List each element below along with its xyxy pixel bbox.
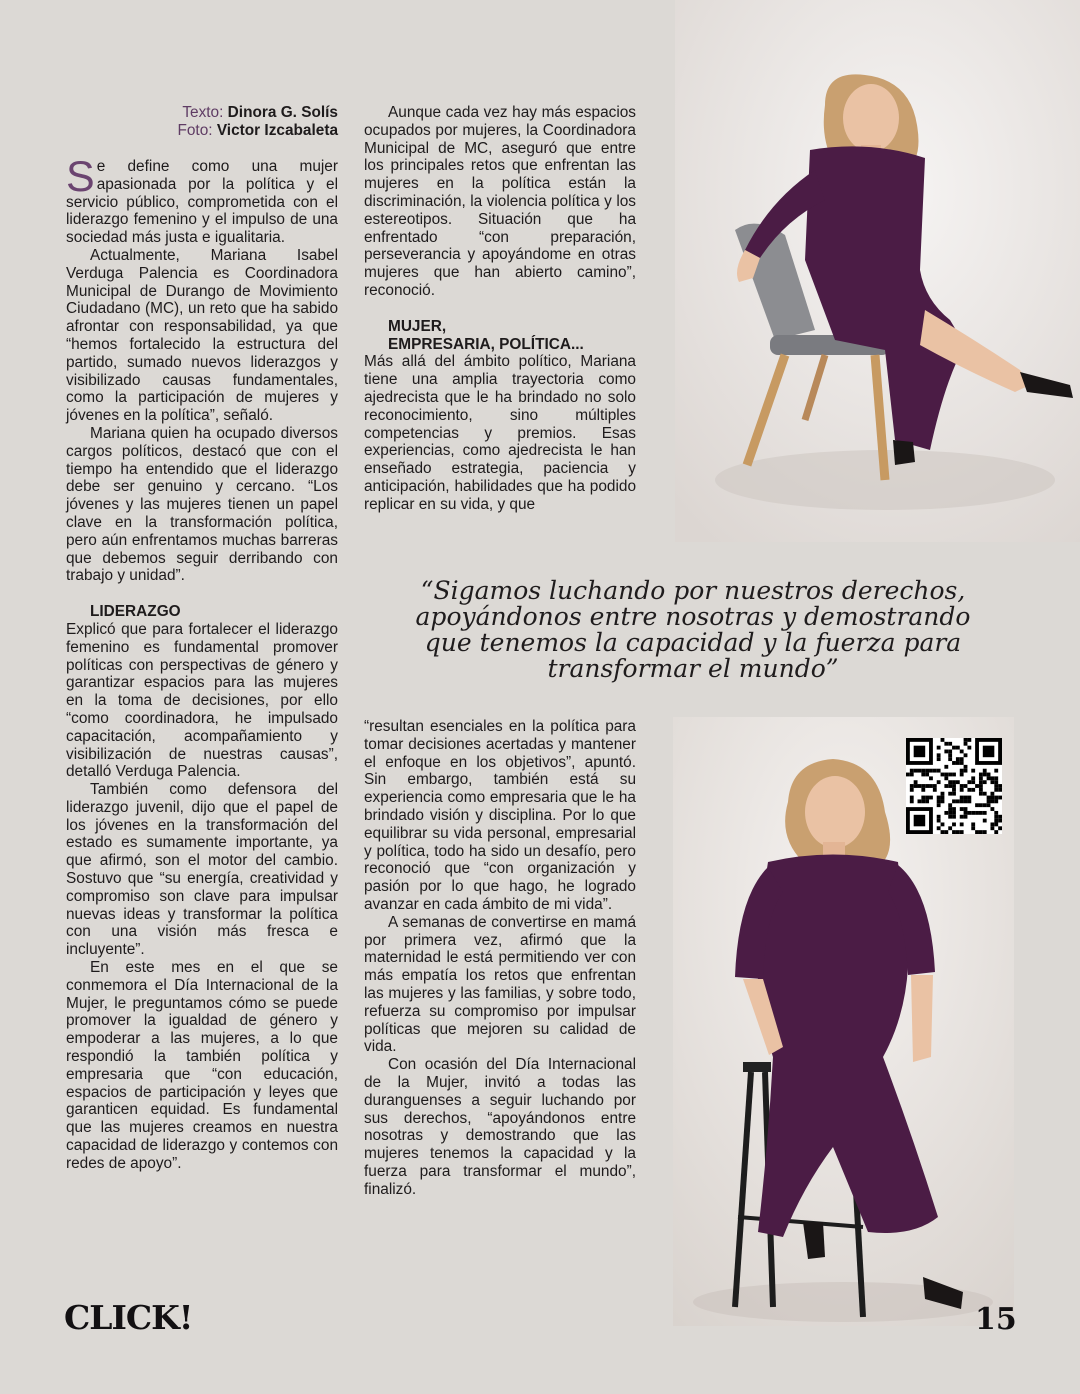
paragraph: También como defensora del liderazgo juvenil, dijo que el papel de los jóvenes en la transformación del estado es sumamente importante, ya que afirmó, son el motor del cambio. Sostuvo que “su energía, creatividad y compromiso son clave para impulsar nuevas ideas y transformar la política con una visión más fresca e incluyente”. xyxy=(66,781,338,959)
pull-quote: “Sigamos luchando por nuestros derechos, apoyándonos entre nosotras y demostrando que tenemos la capacidad y la fuerza para transformar el mundo” xyxy=(415,576,971,683)
paragraph: A semanas de convertirse en mamá por primera vez, afirmó que la maternidad le está permitiendo ver con más empatía los retos que enfrentan las mujeres y las familias, y sobre todo, refuerza su compromiso por impulsar políticas que mejoren su calidad de vida. xyxy=(364,913,636,1056)
paragraph: Aunque cada vez hay más espacios ocupados por mujeres, la Coordinadora Municipal de MC, aseguró que entre los principales retos que enfrentan las mujeres en la política están la discriminación, la violencia política y los estereotipos. Situación que ha enfrentado “con preparación, perseverancia y apoyándome en otras mujeres que han abierto camino”, reconoció. xyxy=(364,104,636,299)
article-column-2-top xyxy=(364,104,636,514)
woman-on-chair-illustration xyxy=(675,0,1080,542)
drop-cap: S xyxy=(66,153,95,201)
paragraph xyxy=(66,153,338,247)
paragraph: Actualmente, Mariana Isabel Verduga Palencia es Coordinadora Municipal de Durango de Movimiento Ciudadano (MC), un reto que ha sabido afrontar con responsabilidad, ya que “hemos fortalecido la estructura del partido, sumado nuevos liderazgos y visibilizado causas fundamentales, como la participación de mujeres y jóvenes en la política”, señaló. xyxy=(66,246,338,425)
magazine-logo: CLICK! xyxy=(64,1298,193,1337)
paragraph-text: e define como una mujer apasionada por la política y el servicio público, comprometida con el liderazgo femenino y el impulso de una sociedad más justa e igualitaria. xyxy=(66,158,338,247)
section-heading: LIDERAZGO xyxy=(90,603,181,621)
paragraph: Mariana quien ha ocupado diversos cargos políticos, destacó que con el tiempo ha entendido que el liderazgo debe ser genuino y cercano. “Los jóvenes y las mujeres tienen un papel clave en la transformación política, pero aún enfrentamos muchas barreras que debemos seguir derribando con trabajo y unidad”. xyxy=(66,424,338,585)
paragraph: En este mes en el que se conmemora el Día Internacional de la Mujer, le preguntamos cómo se puede promover la igualdad de género y empoderar a las mujeres, a lo que respondió la también política y empresaria que “con educación, espacios de participación y leyes que garanticen equidad. Es fundamental que las mujeres creamos en nuestra capacidad de liderazgo y contemos con redes de apoyo”. xyxy=(66,959,338,1172)
text-credit-author: Dinora G. Solís xyxy=(227,104,338,121)
article-column-2-bottom xyxy=(364,718,636,1199)
section-heading-line-2: EMPRESARIA, POLÍTICA... xyxy=(388,335,584,353)
page-number: 15 xyxy=(975,1302,1017,1337)
paragraph: Más allá del ámbito político, Mariana tiene una amplia trayectoria como ajedrecista que le ha brindado no solo reconocimiento, sino múltiples competencias y premios. Esas experiencias, como ajedrecista le han enseñado estrategia, paciencia y anticipación, habilidades que ha podido replicar en su vida, y que xyxy=(364,353,636,513)
photo-credit-label: Foto: xyxy=(177,122,213,139)
paragraph: “resultan esenciales en la política para tomar decisiones acertadas y mantener el enfoque en los objetivos”, apuntó. Sin embargo, también está su experiencia como empresaria que le ha brindado visión y disciplina. Por lo que equilibrar su vida personal, empresarial y política, todo ha sido un desafío, pero reconoció que “con organización y pasión por lo que hago, he logrado avanzar en cada ámbito de mi vida”. xyxy=(364,718,636,913)
portrait-photo-chair xyxy=(675,0,1080,542)
paragraph: Con ocasión del Día Internacional de la Mujer, invitó a todas las duranguenses a seguir luchando por sus derechos, “apoyándonos entre nosotras y demostrando que las mujeres tenemos la capacidad y la fuerza para transformar el mundo”, finalizó. xyxy=(364,1056,636,1198)
photo-credit xyxy=(66,122,338,140)
qr-code[interactable] xyxy=(906,738,1002,834)
paragraph: Explicó que para fortalecer el liderazgo femenino es fundamental promover políticas con perspectivas de género y garantizar espacios para las mujeres en la toma de decisiones, por ello “como coordinadora, he impulsado capacitación, acompañamiento y visibilización de nuestras causas”, detalló Verduga Palencia. xyxy=(66,620,338,781)
qr-code-icon xyxy=(906,738,1002,834)
photo-credit-author: Victor Izcabaleta xyxy=(216,122,338,139)
article-column-1 xyxy=(66,153,338,1173)
section-heading-line-1: MUJER, xyxy=(388,317,447,335)
text-credit xyxy=(66,104,338,122)
text-credit-label: Texto: xyxy=(182,104,224,121)
credits xyxy=(66,104,338,140)
